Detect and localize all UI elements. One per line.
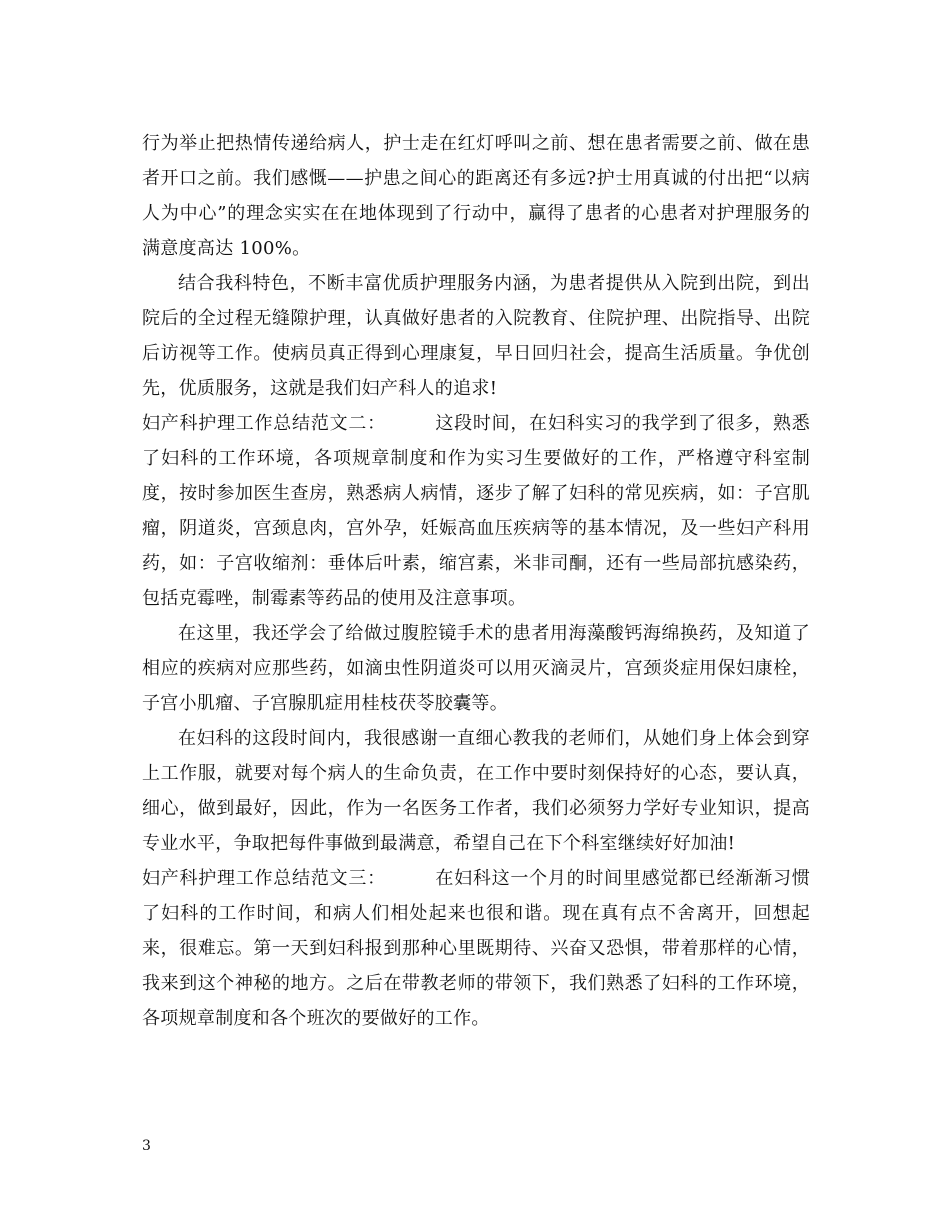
section-heading-sample-two: 妇产科护理工作总结范文二： (142, 413, 386, 434)
page-number: 3 (142, 1138, 151, 1154)
paragraph-thanks-teachers: 在妇科的这段时间内，我很感谢一直细心教我的老师们，从她们身上体会到穿上工作服，就要对每个病人的生命负责，在工作中要时刻保持好的心态，要认真，细心，做到最好，因此，作为一名医务工作者，我们必须努力学好专业知识，提高专业水平，争取把每件事做到最满意，希望自己在下个科室继续好好加油! (142, 728, 810, 854)
section-text-sample-two: 这段时间，在妇科实习的我学到了很多，熟悉了妇科的工作环境，各项规章制度和作为实习生要做好的工作，严格遵守科室制度，按时参加医生查房，熟悉病人病情，逐步了解了妇科的常见疾病，如：子宫肌瘤，阴道炎，宫颈息肉，宫外孕，妊娠高血压疾病等的基本情况，及一些妇产科用药，如：子宫收缩剂：垂体后叶素，缩宫素，米非司酮，还有一些局部抗感染药，包括克霉唑，制霉素等药品的使用及注意事项。 (142, 413, 811, 609)
section-heading-sample-three: 妇产科护理工作总结范文三： (142, 868, 386, 889)
document-body (142, 126, 810, 1036)
paragraph-quality-service: 结合我科特色，不断丰富优质护理服务内涵，为患者提供从入院到出院，到出院后的全过程无缝隙护理，认真做好患者的入院教育、住院护理、出院指导、出院后访视等工作。使病员真正得到心理康复，早日回归社会，提高生活质量。争优创先，优质服务，这就是我们妇产科人的追求! (142, 273, 810, 399)
paragraph-learned-treatments: 在这里，我还学会了给做过腹腔镜手术的患者用海藻酸钙海绵换药，及知道了相应的疾病对应那些药，如滴虫性阴道炎可以用灭滴灵片，宫颈炎症用保妇康栓，子宫小肌瘤、子宫腺肌症用桂枝茯苓胶囊等。 (142, 623, 810, 714)
section-sample-two (142, 406, 810, 616)
section-text-sample-three: 在妇科这一个月的时间里感觉都已经渐渐习惯了妇科的工作时间，和病人们相处起来也很和谐。现在真有点不舍离开，回想起来，很难忘。第一天到妇科报到那种心里既期待、兴奋又恐惧，带着那样的心情，我来到这个神秘的地方。之后在带教老师的带领下，我们熟悉了妇科的工作环境，各项规章制度和各个班次的要做好的工作。 (142, 868, 811, 1029)
section-sample-three (142, 861, 810, 1036)
paragraph-continuation: 行为举止把热情传递给病人，护士走在红灯呼叫之前、想在患者需要之前、做在患者开口之前。我们感慨——护患之间心的距离还有多远?护士用真诚的付出把“以病人为中心”的理念实实在在地体现到了行动中，赢得了患者的心患者对护理服务的满意度高达 100%。 (142, 133, 810, 259)
